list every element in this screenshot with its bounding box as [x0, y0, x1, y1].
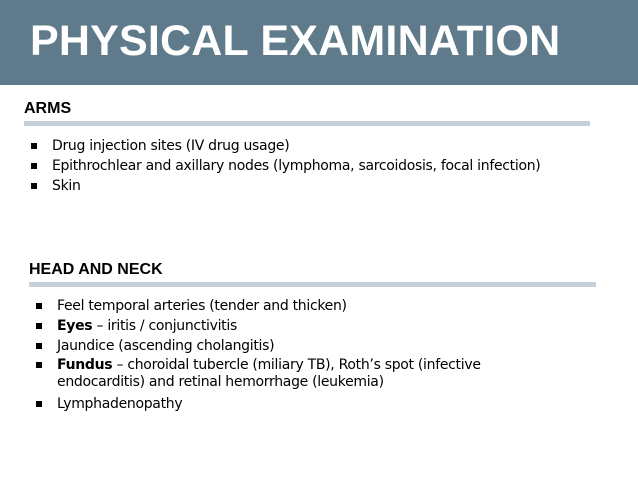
arms-bullet-list [30, 137, 540, 197]
square-bullet-icon [31, 163, 37, 169]
section-heading-arms: ARMS [24, 100, 72, 117]
square-bullet-icon [31, 183, 37, 189]
list-item-bold-term: Fundus [57, 357, 113, 373]
list-item-text: Feel temporal arteries (tender and thicken) [57, 298, 347, 314]
square-bullet-icon [31, 143, 37, 149]
list-item [30, 177, 540, 196]
list-item-text: Epithrochlear and axillary nodes (lymphoma, sarcoidosis, focal infection) [52, 158, 541, 174]
list-item [35, 317, 481, 336]
list-item-bold-term: Eyes [57, 318, 93, 334]
list-item-text: Skin [52, 178, 81, 194]
section-heading-head-and-neck: HEAD AND NECK [29, 261, 163, 278]
list-item [30, 157, 540, 176]
list-item-text: – choroidal tubercle (miliary TB), Roth’s spot (infective [112, 357, 481, 373]
list-item [35, 395, 481, 414]
list-item-text-continued: endocarditis) and retinal hemorrhage (leukemia) [57, 374, 384, 390]
square-bullet-icon [36, 323, 42, 329]
section-divider-head-and-neck [29, 282, 596, 287]
list-item [30, 137, 540, 156]
square-bullet-icon [36, 343, 42, 349]
square-bullet-icon [36, 401, 42, 407]
list-item-text: Jaundice (ascending cholangitis) [57, 338, 275, 354]
head-neck-bullet-list [35, 297, 481, 415]
section-divider-arms [24, 121, 590, 126]
page-title: PHYSICAL EXAMINATION [30, 17, 561, 65]
list-item-text: Lymphadenopathy [57, 396, 183, 412]
list-item [35, 337, 481, 356]
square-bullet-icon [36, 362, 42, 368]
list-item [35, 297, 481, 316]
list-item-text: – iritis / conjunctivitis [92, 318, 237, 334]
square-bullet-icon [36, 303, 42, 309]
list-item-text: Drug injection sites (IV drug usage) [52, 138, 290, 154]
title-bar [0, 0, 638, 85]
list-item [35, 357, 481, 391]
